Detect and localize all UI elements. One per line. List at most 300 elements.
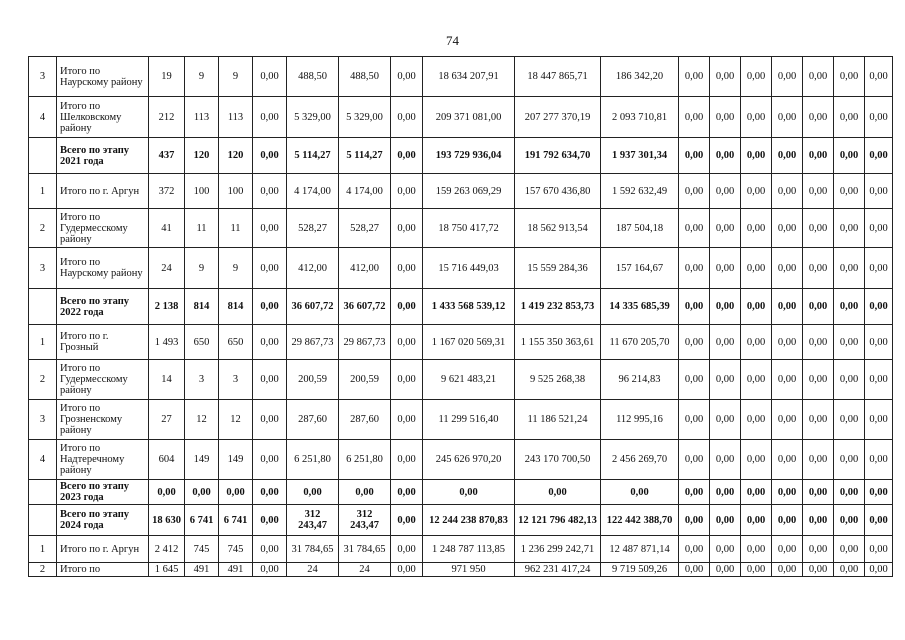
value-cell: 0,00 bbox=[710, 57, 741, 97]
value-cell: 12 bbox=[219, 400, 253, 440]
value-cell: 0,00 bbox=[601, 480, 679, 505]
value-cell: 0,00 bbox=[772, 248, 803, 289]
value-cell: 9 bbox=[185, 57, 219, 97]
value-cell: 6 251,80 bbox=[287, 440, 339, 480]
value-cell: 0,00 bbox=[834, 325, 865, 360]
value-cell: 0,00 bbox=[423, 480, 515, 505]
value-cell: 287,60 bbox=[339, 400, 391, 440]
value-cell: 193 729 936,04 bbox=[423, 138, 515, 174]
value-cell: 0,00 bbox=[710, 505, 741, 536]
value-cell: 0,00 bbox=[741, 174, 772, 209]
value-cell: 14 bbox=[149, 360, 185, 400]
value-cell: 1 248 787 113,85 bbox=[423, 536, 515, 563]
value-cell: 0,00 bbox=[803, 563, 834, 577]
value-cell: 0,00 bbox=[741, 289, 772, 325]
value-cell: 0,00 bbox=[185, 480, 219, 505]
value-cell: 0,00 bbox=[834, 57, 865, 97]
value-cell: 6 741 bbox=[219, 505, 253, 536]
value-cell: 149 bbox=[219, 440, 253, 480]
value-cell: 0,00 bbox=[741, 248, 772, 289]
value-cell: 0,00 bbox=[865, 563, 893, 577]
value-cell: 0,00 bbox=[679, 57, 710, 97]
value-cell: 27 bbox=[149, 400, 185, 440]
value-cell: 157 164,67 bbox=[601, 248, 679, 289]
value-cell: 287,60 bbox=[287, 400, 339, 440]
value-cell: 186 342,20 bbox=[601, 57, 679, 97]
value-cell: 0,00 bbox=[803, 138, 834, 174]
row-number-cell: 2 bbox=[29, 209, 57, 248]
value-cell: 0,00 bbox=[741, 536, 772, 563]
value-cell: 0,00 bbox=[741, 97, 772, 138]
value-cell: 100 bbox=[219, 174, 253, 209]
value-cell: 0,00 bbox=[679, 209, 710, 248]
value-cell: 0,00 bbox=[253, 505, 287, 536]
row-name-cell: Итого по г. Аргун bbox=[57, 536, 149, 563]
value-cell: 12 487 871,14 bbox=[601, 536, 679, 563]
row-name-cell: Всего по этапу 2022 года bbox=[57, 289, 149, 325]
row-name-cell: Всего по этапу 2024 года bbox=[57, 505, 149, 536]
value-cell: 0,00 bbox=[391, 174, 423, 209]
value-cell: 96 214,83 bbox=[601, 360, 679, 400]
row-name-cell: Всего по этапу 2021 года bbox=[57, 138, 149, 174]
value-cell: 312 243,47 bbox=[287, 505, 339, 536]
value-cell: 0,00 bbox=[679, 480, 710, 505]
value-cell: 0,00 bbox=[253, 289, 287, 325]
value-cell: 0,00 bbox=[772, 480, 803, 505]
value-cell: 0,00 bbox=[834, 248, 865, 289]
value-cell: 0,00 bbox=[391, 209, 423, 248]
value-cell: 0,00 bbox=[772, 360, 803, 400]
value-cell: 372 bbox=[149, 174, 185, 209]
table-row bbox=[29, 138, 893, 174]
value-cell: 0,00 bbox=[679, 248, 710, 289]
row-name-cell: Всего по этапу 2023 года bbox=[57, 480, 149, 505]
value-cell: 0,00 bbox=[710, 97, 741, 138]
value-cell: 149 bbox=[185, 440, 219, 480]
value-cell: 31 784,65 bbox=[339, 536, 391, 563]
value-cell: 9 bbox=[219, 57, 253, 97]
value-cell: 0,00 bbox=[741, 505, 772, 536]
value-cell: 0,00 bbox=[391, 505, 423, 536]
value-cell: 0,00 bbox=[772, 57, 803, 97]
value-cell: 0,00 bbox=[253, 440, 287, 480]
value-cell: 962 231 417,24 bbox=[515, 563, 601, 577]
value-cell: 200,59 bbox=[339, 360, 391, 400]
value-cell: 31 784,65 bbox=[287, 536, 339, 563]
value-cell: 0,00 bbox=[865, 440, 893, 480]
table-row bbox=[29, 563, 893, 577]
value-cell: 0,00 bbox=[772, 563, 803, 577]
row-name-cell: Итого по Наурскому району bbox=[57, 248, 149, 289]
value-cell: 528,27 bbox=[339, 209, 391, 248]
value-cell: 1 419 232 853,73 bbox=[515, 289, 601, 325]
row-name-cell: Итого по Гудермесскому району bbox=[57, 209, 149, 248]
value-cell: 5 329,00 bbox=[287, 97, 339, 138]
table-row bbox=[29, 174, 893, 209]
value-cell: 9 525 268,38 bbox=[515, 360, 601, 400]
table-row bbox=[29, 440, 893, 480]
value-cell: 12 bbox=[185, 400, 219, 440]
value-cell: 0,00 bbox=[710, 480, 741, 505]
value-cell: 36 607,72 bbox=[287, 289, 339, 325]
table-row bbox=[29, 536, 893, 563]
value-cell: 0,00 bbox=[679, 536, 710, 563]
value-cell: 437 bbox=[149, 138, 185, 174]
row-name-cell: Итого по Грозненскому району bbox=[57, 400, 149, 440]
value-cell: 0,00 bbox=[253, 325, 287, 360]
value-cell: 0,00 bbox=[834, 440, 865, 480]
row-number-cell: 3 bbox=[29, 400, 57, 440]
value-cell: 18 630 bbox=[149, 505, 185, 536]
value-cell: 0,00 bbox=[149, 480, 185, 505]
table-row bbox=[29, 97, 893, 138]
value-cell: 0,00 bbox=[679, 360, 710, 400]
value-cell: 0,00 bbox=[391, 289, 423, 325]
value-cell: 2 456 269,70 bbox=[601, 440, 679, 480]
value-cell: 0,00 bbox=[803, 97, 834, 138]
value-cell: 0,00 bbox=[391, 480, 423, 505]
value-cell: 0,00 bbox=[741, 480, 772, 505]
value-cell: 11 186 521,24 bbox=[515, 400, 601, 440]
row-number-cell: 1 bbox=[29, 325, 57, 360]
value-cell: 18 447 865,71 bbox=[515, 57, 601, 97]
value-cell: 1 493 bbox=[149, 325, 185, 360]
value-cell: 0,00 bbox=[741, 440, 772, 480]
value-cell: 0,00 bbox=[710, 174, 741, 209]
value-cell: 4 174,00 bbox=[339, 174, 391, 209]
value-cell: 6 251,80 bbox=[339, 440, 391, 480]
value-cell: 0,00 bbox=[391, 248, 423, 289]
row-number-cell: 1 bbox=[29, 174, 57, 209]
value-cell: 0,00 bbox=[865, 480, 893, 505]
value-cell: 0,00 bbox=[834, 209, 865, 248]
value-cell: 157 670 436,80 bbox=[515, 174, 601, 209]
table-row bbox=[29, 289, 893, 325]
value-cell: 2 093 710,81 bbox=[601, 97, 679, 138]
value-cell: 11 bbox=[185, 209, 219, 248]
value-cell: 113 bbox=[219, 97, 253, 138]
value-cell: 488,50 bbox=[339, 57, 391, 97]
value-cell: 3 bbox=[185, 360, 219, 400]
row-number-cell bbox=[29, 138, 57, 174]
value-cell: 0,00 bbox=[803, 536, 834, 563]
value-cell: 0,00 bbox=[741, 138, 772, 174]
value-cell: 0,00 bbox=[772, 174, 803, 209]
value-cell: 0,00 bbox=[741, 400, 772, 440]
row-number-cell bbox=[29, 289, 57, 325]
value-cell: 0,00 bbox=[772, 138, 803, 174]
row-name-cell: Итого по г. Аргун bbox=[57, 174, 149, 209]
value-cell: 0,00 bbox=[391, 97, 423, 138]
value-cell: 24 bbox=[339, 563, 391, 577]
value-cell: 0,00 bbox=[834, 97, 865, 138]
value-cell: 122 442 388,70 bbox=[601, 505, 679, 536]
value-cell: 0,00 bbox=[679, 400, 710, 440]
page-number: 74 bbox=[446, 33, 459, 48]
value-cell: 0,00 bbox=[710, 138, 741, 174]
value-cell: 207 277 370,19 bbox=[515, 97, 601, 138]
value-cell: 0,00 bbox=[253, 248, 287, 289]
value-cell: 528,27 bbox=[287, 209, 339, 248]
value-cell: 0,00 bbox=[865, 209, 893, 248]
value-cell: 0,00 bbox=[219, 480, 253, 505]
value-cell: 0,00 bbox=[391, 400, 423, 440]
value-cell: 0,00 bbox=[391, 563, 423, 577]
value-cell: 650 bbox=[219, 325, 253, 360]
value-cell: 0,00 bbox=[253, 360, 287, 400]
value-cell: 0,00 bbox=[679, 440, 710, 480]
value-cell: 0,00 bbox=[287, 480, 339, 505]
value-cell: 0,00 bbox=[803, 480, 834, 505]
value-cell: 0,00 bbox=[865, 57, 893, 97]
value-cell: 0,00 bbox=[803, 174, 834, 209]
value-cell: 0,00 bbox=[772, 325, 803, 360]
value-cell: 15 716 449,03 bbox=[423, 248, 515, 289]
value-cell: 9 bbox=[219, 248, 253, 289]
value-cell: 41 bbox=[149, 209, 185, 248]
value-cell: 0,00 bbox=[772, 209, 803, 248]
value-cell: 814 bbox=[219, 289, 253, 325]
value-cell: 0,00 bbox=[679, 138, 710, 174]
value-cell: 745 bbox=[219, 536, 253, 563]
value-cell: 29 867,73 bbox=[339, 325, 391, 360]
value-cell: 0,00 bbox=[710, 209, 741, 248]
table-row bbox=[29, 480, 893, 505]
value-cell: 0,00 bbox=[834, 480, 865, 505]
value-cell: 0,00 bbox=[253, 138, 287, 174]
value-cell: 0,00 bbox=[679, 563, 710, 577]
value-cell: 0,00 bbox=[834, 400, 865, 440]
value-cell: 491 bbox=[219, 563, 253, 577]
value-cell: 0,00 bbox=[679, 97, 710, 138]
value-cell: 11 670 205,70 bbox=[601, 325, 679, 360]
value-cell: 0,00 bbox=[865, 289, 893, 325]
value-cell: 112 995,16 bbox=[601, 400, 679, 440]
value-cell: 14 335 685,39 bbox=[601, 289, 679, 325]
value-cell: 0,00 bbox=[865, 360, 893, 400]
value-cell: 0,00 bbox=[772, 440, 803, 480]
value-cell: 0,00 bbox=[741, 563, 772, 577]
value-cell: 0,00 bbox=[391, 138, 423, 174]
value-cell: 0,00 bbox=[865, 138, 893, 174]
value-cell: 0,00 bbox=[803, 505, 834, 536]
value-cell: 0,00 bbox=[710, 536, 741, 563]
value-cell: 5 114,27 bbox=[339, 138, 391, 174]
value-cell: 0,00 bbox=[803, 360, 834, 400]
value-cell: 212 bbox=[149, 97, 185, 138]
table-row bbox=[29, 505, 893, 536]
table-row bbox=[29, 209, 893, 248]
row-name-cell: Итого по г. Грозный bbox=[57, 325, 149, 360]
value-cell: 0,00 bbox=[741, 360, 772, 400]
value-cell: 0,00 bbox=[253, 536, 287, 563]
value-cell: 0,00 bbox=[741, 57, 772, 97]
value-cell: 0,00 bbox=[803, 248, 834, 289]
value-cell: 1 167 020 569,31 bbox=[423, 325, 515, 360]
row-number-cell: 2 bbox=[29, 563, 57, 577]
value-cell: 0,00 bbox=[865, 505, 893, 536]
row-number-cell bbox=[29, 480, 57, 505]
value-cell: 0,00 bbox=[253, 174, 287, 209]
value-cell: 0,00 bbox=[679, 325, 710, 360]
value-cell: 0,00 bbox=[865, 97, 893, 138]
value-cell: 0,00 bbox=[253, 563, 287, 577]
value-cell: 5 329,00 bbox=[339, 97, 391, 138]
value-cell: 0,00 bbox=[865, 400, 893, 440]
value-cell: 24 bbox=[287, 563, 339, 577]
value-cell: 0,00 bbox=[710, 440, 741, 480]
value-cell: 0,00 bbox=[772, 400, 803, 440]
value-cell: 113 bbox=[185, 97, 219, 138]
value-cell: 2 138 bbox=[149, 289, 185, 325]
value-cell: 0,00 bbox=[834, 505, 865, 536]
value-cell: 1 236 299 242,71 bbox=[515, 536, 601, 563]
value-cell: 0,00 bbox=[741, 209, 772, 248]
value-cell: 11 bbox=[219, 209, 253, 248]
value-cell: 24 bbox=[149, 248, 185, 289]
value-cell: 0,00 bbox=[253, 57, 287, 97]
value-cell: 18 634 207,91 bbox=[423, 57, 515, 97]
table-row bbox=[29, 57, 893, 97]
value-cell: 814 bbox=[185, 289, 219, 325]
value-cell: 1 155 350 363,61 bbox=[515, 325, 601, 360]
value-cell: 0,00 bbox=[772, 536, 803, 563]
value-cell: 0,00 bbox=[772, 97, 803, 138]
value-cell: 0,00 bbox=[741, 325, 772, 360]
value-cell: 0,00 bbox=[339, 480, 391, 505]
row-number-cell: 4 bbox=[29, 440, 57, 480]
value-cell: 971 950 bbox=[423, 563, 515, 577]
value-cell: 0,00 bbox=[253, 97, 287, 138]
row-number-cell: 1 bbox=[29, 536, 57, 563]
value-cell: 120 bbox=[185, 138, 219, 174]
value-cell: 0,00 bbox=[865, 248, 893, 289]
value-cell: 312 243,47 bbox=[339, 505, 391, 536]
value-cell: 0,00 bbox=[865, 174, 893, 209]
value-cell: 159 263 069,29 bbox=[423, 174, 515, 209]
table-row bbox=[29, 248, 893, 289]
value-cell: 12 244 238 870,83 bbox=[423, 505, 515, 536]
value-cell: 1 433 568 539,12 bbox=[423, 289, 515, 325]
value-cell: 0,00 bbox=[803, 209, 834, 248]
value-cell: 0,00 bbox=[710, 289, 741, 325]
value-cell: 0,00 bbox=[803, 57, 834, 97]
value-cell: 245 626 970,20 bbox=[423, 440, 515, 480]
table-row bbox=[29, 360, 893, 400]
value-cell: 0,00 bbox=[710, 563, 741, 577]
value-cell: 9 719 509,26 bbox=[601, 563, 679, 577]
value-cell: 0,00 bbox=[710, 325, 741, 360]
value-cell: 0,00 bbox=[710, 248, 741, 289]
value-cell: 0,00 bbox=[679, 289, 710, 325]
value-cell: 0,00 bbox=[803, 440, 834, 480]
value-cell: 120 bbox=[219, 138, 253, 174]
value-cell: 0,00 bbox=[834, 289, 865, 325]
value-cell: 0,00 bbox=[865, 325, 893, 360]
row-number-cell: 4 bbox=[29, 97, 57, 138]
value-cell: 15 559 284,36 bbox=[515, 248, 601, 289]
value-cell: 0,00 bbox=[834, 138, 865, 174]
value-cell: 488,50 bbox=[287, 57, 339, 97]
value-cell: 0,00 bbox=[803, 289, 834, 325]
row-number-cell: 3 bbox=[29, 248, 57, 289]
row-number-cell: 3 bbox=[29, 57, 57, 97]
row-name-cell: Итого по Надтеречному району bbox=[57, 440, 149, 480]
value-cell: 0,00 bbox=[772, 289, 803, 325]
value-cell: 209 371 081,00 bbox=[423, 97, 515, 138]
row-number-cell bbox=[29, 505, 57, 536]
value-cell: 650 bbox=[185, 325, 219, 360]
value-cell: 1 937 301,34 bbox=[601, 138, 679, 174]
row-name-cell: Итого по Наурскому району bbox=[57, 57, 149, 97]
value-cell: 412,00 bbox=[339, 248, 391, 289]
value-cell: 745 bbox=[185, 536, 219, 563]
data-table bbox=[28, 56, 893, 577]
value-cell: 9 bbox=[185, 248, 219, 289]
value-cell: 1 645 bbox=[149, 563, 185, 577]
value-cell: 0,00 bbox=[253, 400, 287, 440]
value-cell: 0,00 bbox=[710, 360, 741, 400]
value-cell: 0,00 bbox=[803, 325, 834, 360]
value-cell: 0,00 bbox=[515, 480, 601, 505]
value-cell: 191 792 634,70 bbox=[515, 138, 601, 174]
value-cell: 12 121 796 482,13 bbox=[515, 505, 601, 536]
value-cell: 9 621 483,21 bbox=[423, 360, 515, 400]
value-cell: 18 562 913,54 bbox=[515, 209, 601, 248]
value-cell: 604 bbox=[149, 440, 185, 480]
value-cell: 0,00 bbox=[834, 360, 865, 400]
value-cell: 0,00 bbox=[834, 563, 865, 577]
value-cell: 412,00 bbox=[287, 248, 339, 289]
value-cell: 1 592 632,49 bbox=[601, 174, 679, 209]
value-cell: 36 607,72 bbox=[339, 289, 391, 325]
value-cell: 0,00 bbox=[834, 536, 865, 563]
value-cell: 0,00 bbox=[834, 174, 865, 209]
value-cell: 0,00 bbox=[253, 209, 287, 248]
value-cell: 6 741 bbox=[185, 505, 219, 536]
value-cell: 0,00 bbox=[710, 400, 741, 440]
value-cell: 0,00 bbox=[772, 505, 803, 536]
value-cell: 11 299 516,40 bbox=[423, 400, 515, 440]
row-name-cell: Итого по bbox=[57, 563, 149, 577]
row-name-cell: Итого по Шелковскому району bbox=[57, 97, 149, 138]
value-cell: 200,59 bbox=[287, 360, 339, 400]
value-cell: 0,00 bbox=[679, 505, 710, 536]
value-cell: 0,00 bbox=[803, 400, 834, 440]
value-cell: 0,00 bbox=[391, 57, 423, 97]
value-cell: 187 504,18 bbox=[601, 209, 679, 248]
value-cell: 5 114,27 bbox=[287, 138, 339, 174]
value-cell: 18 750 417,72 bbox=[423, 209, 515, 248]
row-number-cell: 2 bbox=[29, 360, 57, 400]
value-cell: 100 bbox=[185, 174, 219, 209]
value-cell: 0,00 bbox=[391, 536, 423, 563]
table-row bbox=[29, 400, 893, 440]
value-cell: 491 bbox=[185, 563, 219, 577]
value-cell: 0,00 bbox=[391, 440, 423, 480]
value-cell: 3 bbox=[219, 360, 253, 400]
value-cell: 0,00 bbox=[253, 480, 287, 505]
value-cell: 0,00 bbox=[679, 174, 710, 209]
value-cell: 243 170 700,50 bbox=[515, 440, 601, 480]
value-cell: 0,00 bbox=[865, 536, 893, 563]
value-cell: 0,00 bbox=[391, 325, 423, 360]
value-cell: 0,00 bbox=[391, 360, 423, 400]
value-cell: 29 867,73 bbox=[287, 325, 339, 360]
row-name-cell: Итого по Гудермесскому району bbox=[57, 360, 149, 400]
value-cell: 2 412 bbox=[149, 536, 185, 563]
value-cell: 19 bbox=[149, 57, 185, 97]
